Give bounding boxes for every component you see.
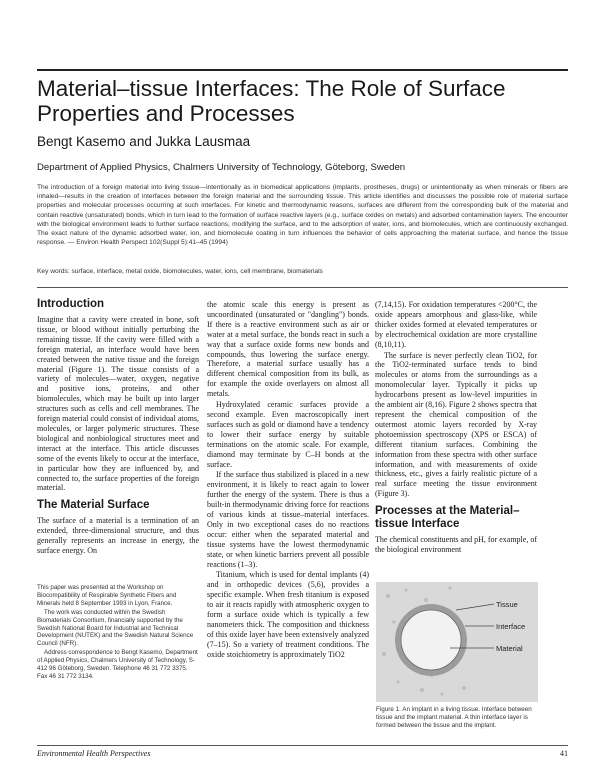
figure-1 xyxy=(376,582,538,702)
body-paragraph: If the surface thus stabilized is placed in a new environment, it is likely to react again to lower further the energy of the system. There is thus a built-in thermodynamic driving force for reactions of various kinds at tissue–material interfaces. Only in two exceptional cases do no reactions occur: either when the separated material and tissue systems have the lowest thermodynamic state, or when kinetic barriers prevent all possible reactions (1–3). xyxy=(207,470,369,569)
authors: Bengt Kasemo and Jukka Lausmaa xyxy=(37,134,251,149)
body-paragraph: Titanium, which is used for dental implants (4) and in orthopedic devices (5,6), provides a specific example. When fresh titanium is exposed to air it reacts rapidly with atmospheric oxygen to form a surface oxide which is typically a few nanometers thick. The composition and thickness of this oxide layer have been extensively analyzed (7–15). So a variety of treatment conditions. The oxide stoichiometry is approximately TiO2 xyxy=(207,570,369,659)
header-divider xyxy=(37,287,568,288)
figure-label: Interface xyxy=(496,622,526,631)
footnote-paragraph: Address correspondence to Bengt Kasemo, Department of Applied Physics, Chalmers University of Technology, S-412 96 Göteborg, Sweden. Telephone 46 31 772 3375. Fax 46 31 772 3134. xyxy=(37,649,198,680)
footer-rule xyxy=(37,745,568,746)
processes-paragraph: The chemical constituents and pH, for example, of the biological environment xyxy=(375,535,537,555)
column-3 xyxy=(375,300,537,556)
footnote-paragraph: The work was conducted within the Swedish Biomaterials Consortium, financially supported by the Swedish National Board for Industrial and Technical Development (NUTEK) and the Swedish Natural Science Council (NFR). xyxy=(37,608,194,648)
body-paragraph: the atomic scale this energy is present as uncoordinated (unsaturated or "dangling") bonds. If there is a reactive environment such as air or water at a metal surface, the bonds react in such a way that a surface oxide forms new bonds and compounds, thus lowering the surface energy. Therefore, a material surface usually has a different chemical composition from its bulk, as for example the oxide overlayers on almost all metals. xyxy=(207,300,369,399)
body-paragraph: (7,14,15). For oxidation temperatures <200°C, the oxide appears amorphous and glass-like, while thicker oxides formed at elevated temperatures or by electrochemical oxidation are more crystalline (8,10,11). xyxy=(375,300,537,349)
column-1 xyxy=(37,298,199,556)
page-number: 41 xyxy=(560,749,568,758)
material-surface-paragraph: The surface of a material is a termination of an extended, three-dimensional structure, and thus generally represents an increase in energy, the surface energy. On xyxy=(37,516,199,556)
keywords: Key words: surface, interface, metal oxide, biomolecules, water, ions, cell membrane, biomaterials xyxy=(37,268,323,275)
figure-1-illustration xyxy=(376,582,538,702)
intro-paragraph: Imagine that a cavity were created in bone, soft tissue, or blood without initially perturbing the remaining tissue. If the cavity were filled with a foreign material, an interface would have been created between the native tissue and the foreign material (Figure 1). The tissue consists of a variety of molecules—water, oxygen, negative and positive ions, proteins, and other biomolecules, which may be built up into larger structures such as cells and cell membranes. The foreign material could consist of individual atoms, molecules, or larger polymeric structures. These biological and nonbiological structures meet and interact at the interface. This article discusses some of the events likely to occur at the interface, in particular how they are influenced by, and connected to, the surface properties of the foreign material. xyxy=(37,315,199,493)
footnote xyxy=(37,584,199,682)
section-heading-processes: Processes at the Material–tissue Interface xyxy=(375,505,520,531)
journal-name: Environmental Health Perspectives xyxy=(37,749,151,758)
figure-label: Material xyxy=(496,644,523,653)
body-paragraph: The surface is never perfectly clean TiO2, for the TiO2-terminated surface tends to bind molecules or atoms from the surroundings as a monomolecular layer. Typically it picks up hydrocarbons present as low-level impurities in the ambient air (8,16). Figure 2 shows spectra that represent the chemical composition of the outermost atomic layers recorded by X-ray photoemission spectroscopy (XPS or ESCA) of different titanium surfaces. Combining the information from these spectra with other surface information, and with measurements of oxide thickness, etc., gives a fairly realistic picture of a real surface meeting the tissue environment (Figure 3). xyxy=(375,350,537,499)
abstract: The introduction of a foreign material into living tissue—intentionally as in biomedical applications (implants, prostheses, drugs) or unintentionally as when minerals or fibers are inhaled—results in the creation of interfaces between the foreign material and the surrounding tissue. This article identifies and discusses the possible role of material surface properties and molecular processes occurring at such interfaces. For kinetic and thermodynamic reasons, surfaces are different from the corresponding bulk of the material and contain reactive (unsaturated) bonds, which in turn lead to the formation of surface reactive layers (e.g., surface oxides on metals) and adsorbed contamination layers. The encounter with the biological environment leads to further surface reactions, modifying the surface, and to the adsorption of water, ions, and biomolecules, which are continuously exchanged. The exact nature of the dynamic adsorbed water, ion, and biomolecule coating in turn influences the behavior of cells approaching the material surface, and hence the tissue response. — Environ Health Perspect 102(Suppl 5):41–45 (1994) xyxy=(37,184,568,247)
section-heading-material-surface: The Material Surface xyxy=(37,499,150,512)
article-title: Material–tissue Interfaces: The Role of Surface Properties and Processes xyxy=(37,76,506,126)
body-paragraph: Hydroxylated ceramic surfaces provide a second example. Even macroscopically inert surfaces such as gold or diamond have a tendency to lower their surface energy by suitable terminations on the atomic scale. For example, diamond may terminate by C–H bonds at the surface. xyxy=(207,400,369,469)
figure-label: Tissue xyxy=(496,600,518,609)
footnote-paragraph: This paper was presented at the Workshop on Biocompatibility of Respirable Synthetic Fibers and Minerals held 8 September 1993 in Lyon, France. xyxy=(37,584,177,607)
section-heading-introduction: Introduction xyxy=(37,298,105,310)
implant-material xyxy=(401,610,461,670)
top-rule xyxy=(37,69,568,71)
column-2 xyxy=(207,300,369,661)
affiliation: Department of Applied Physics, Chalmers University of Technology, Göteborg, Sweden xyxy=(37,162,406,173)
figure-caption: Figure 1. An implant in a living tissue. Interface between tissue and the implant material. A thin interface layer is formed between the tissue and the implant. xyxy=(376,706,532,729)
